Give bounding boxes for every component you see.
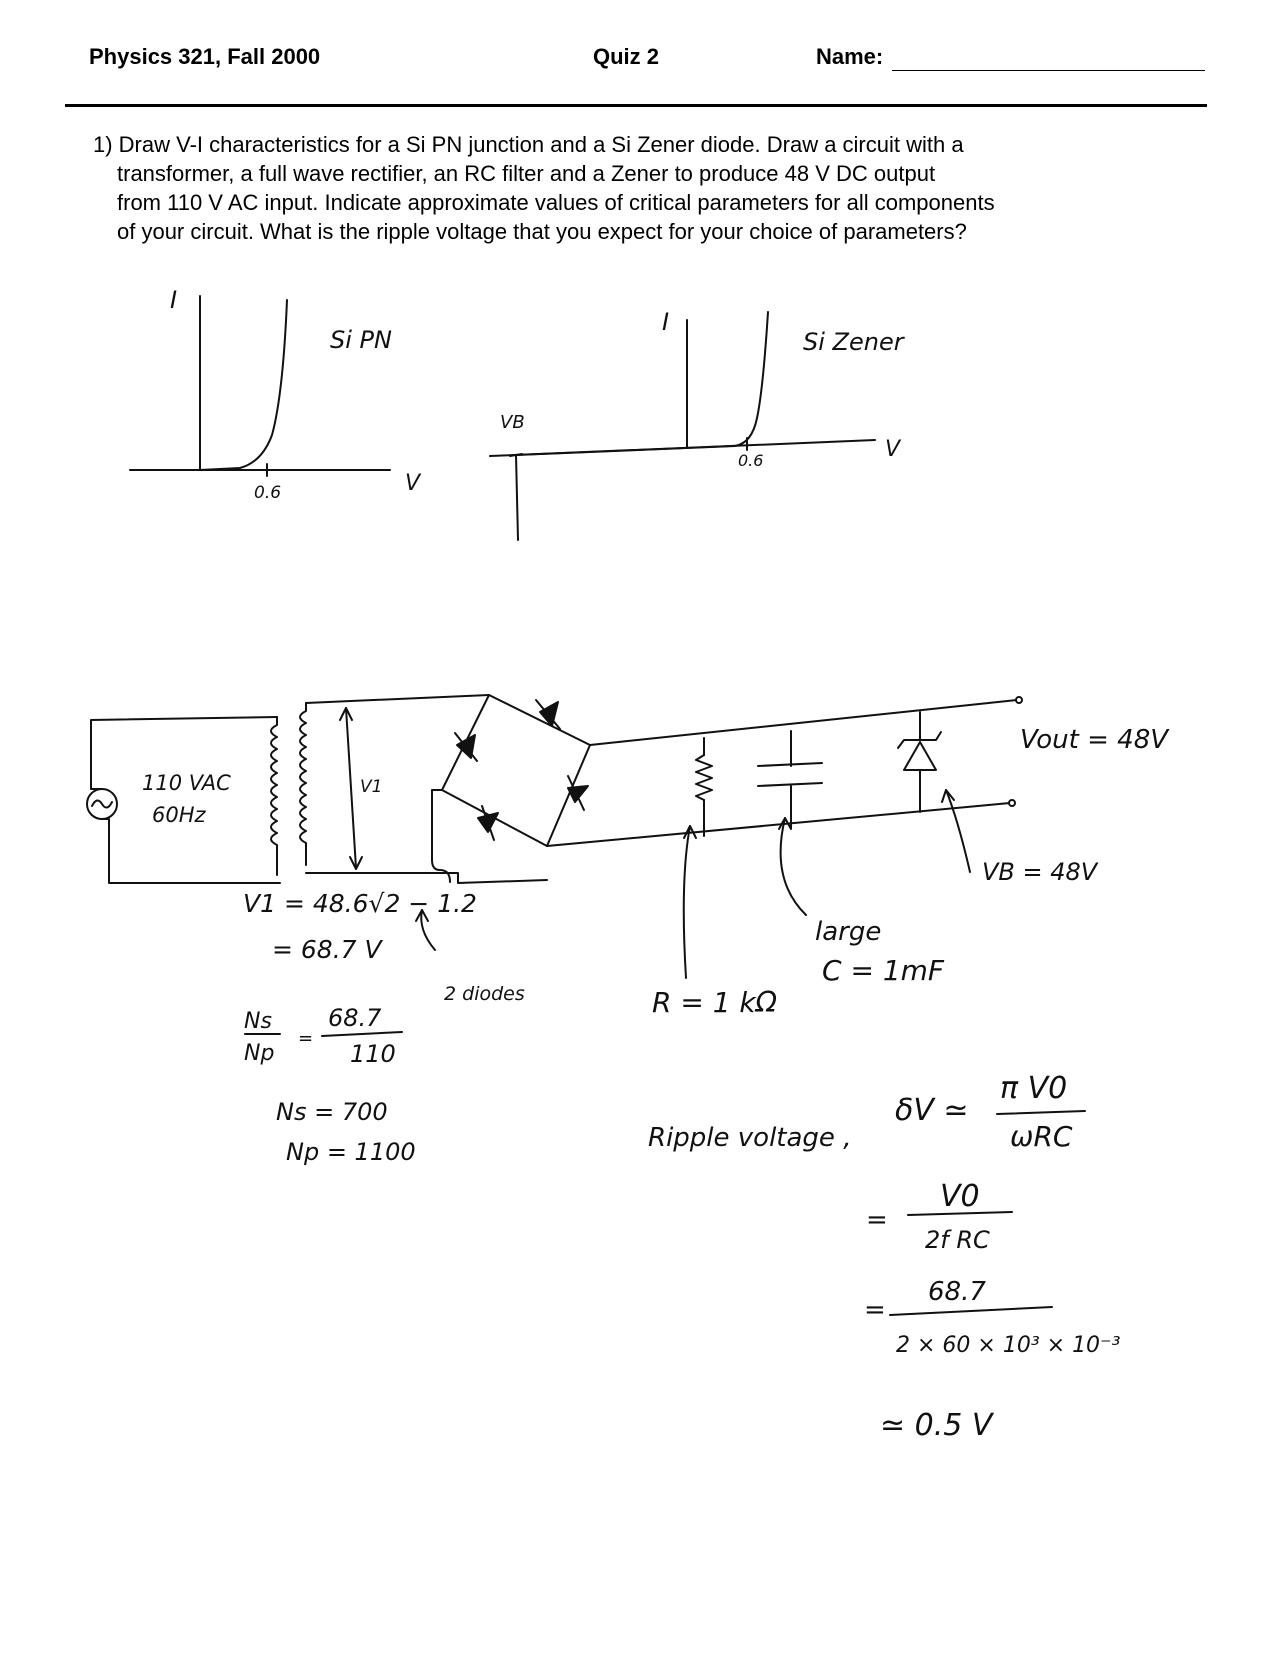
equals-sign: = (866, 1205, 888, 1235)
source-voltage-label: 110 VAC (142, 771, 231, 795)
name-label: Name: (816, 44, 884, 69)
zener-y-label: I (662, 308, 670, 336)
zener-arrow (946, 790, 970, 872)
ratio-equals: = (298, 1028, 314, 1049)
zener-title: Si Zener (803, 328, 904, 356)
pn-x-label: V (405, 471, 421, 496)
question-line: transformer, a full wave rectifier, an RC filter and a Zener to produce 48 V DC output (117, 161, 936, 186)
zener-x-label: V (885, 437, 901, 462)
c-large: large (815, 917, 882, 947)
secondary-wire (306, 695, 489, 703)
si-pn-graph (130, 296, 390, 476)
question-line: of your circuit. What is the ripple voltage that you expect for your choice of parameters? (117, 219, 967, 244)
fraction-bar (890, 1307, 1052, 1315)
fraction1-numerator: π V0 (1000, 1071, 1068, 1106)
v1-label: V1 (360, 777, 383, 797)
c-value: C = 1mF (822, 954, 945, 987)
zener-breakdown-branch (516, 455, 518, 540)
zener-vb-label: VB (500, 412, 525, 433)
question-line: from 110 V AC input. Indicate approximate values of critical parameters for all components (117, 190, 995, 215)
ripple-delta-v: δV ≃ (895, 1093, 969, 1128)
quiz-title: Quiz 2 (593, 44, 660, 69)
vb-label: VB = 48V (982, 858, 1098, 886)
pn-tick-label: 0.6 (254, 483, 282, 503)
r-value: R = 1 kΩ (652, 986, 778, 1019)
ratio-lhs-den: Np (244, 1041, 275, 1066)
zener-tick-label: 0.6 (738, 451, 764, 470)
ratio-numerator: 68.7 (328, 1004, 382, 1032)
v1-result: = 68.7 V (272, 935, 382, 964)
bridge-rectifier (306, 695, 1017, 883)
resistor (696, 755, 712, 800)
ac-source (87, 717, 280, 883)
primary-wire (102, 819, 280, 883)
ratio-lhs-num: Ns (244, 1009, 272, 1034)
pn-y-label: I (170, 286, 178, 314)
output-terminal (1016, 697, 1022, 703)
np-value: Np = 1100 (286, 1138, 416, 1166)
vout-label: Vout = 48V (1020, 725, 1169, 755)
question-line: 1) Draw V-I characteristics for a Si PN junction and a Si Zener diode. Draw a circuit with a (93, 132, 964, 157)
output-terminal (1009, 800, 1015, 806)
pn-title: Si PN (330, 326, 392, 354)
rc-filter-zener (696, 697, 1022, 836)
course-title: Physics 321, Fall 2000 (89, 44, 321, 69)
ripple-label: Ripple voltage , (648, 1123, 852, 1153)
pn-curve (200, 300, 287, 470)
c-arrow (781, 818, 806, 915)
fraction1-denominator: ωRC (1010, 1120, 1073, 1153)
v1-equation: V1 = 48.6√2 − 1.2 (243, 889, 477, 918)
zener-diode (904, 742, 936, 770)
v1-arrow (346, 708, 356, 868)
bridge-out-neg (547, 803, 1010, 846)
capacitor-plate (758, 783, 822, 786)
transformer (271, 703, 362, 875)
ratio-bar (322, 1032, 402, 1036)
ripple-result: ≃ 0.5 V (880, 1408, 993, 1443)
ns-value: Ns = 700 (276, 1098, 388, 1126)
equals-sign: = (864, 1295, 886, 1325)
fraction3-denominator: 2 × 60 × 10³ × 10⁻³ (896, 1333, 1121, 1358)
bridge-out-pos (590, 700, 1017, 745)
zener-curve (516, 312, 768, 455)
secondary-coil (300, 703, 306, 865)
primary-coil (271, 717, 277, 875)
fraction2-denominator: 2f RC (925, 1226, 990, 1254)
ratio-denominator: 110 (350, 1040, 396, 1068)
fraction3-numerator: 68.7 (928, 1277, 986, 1307)
fraction2-numerator: V0 (940, 1179, 980, 1214)
secondary-wire (306, 873, 547, 883)
source-frequency-label: 60Hz (152, 803, 206, 827)
diodes-note: 2 diodes (444, 983, 525, 1005)
fraction-bar (997, 1111, 1085, 1114)
r-arrow (684, 826, 690, 978)
